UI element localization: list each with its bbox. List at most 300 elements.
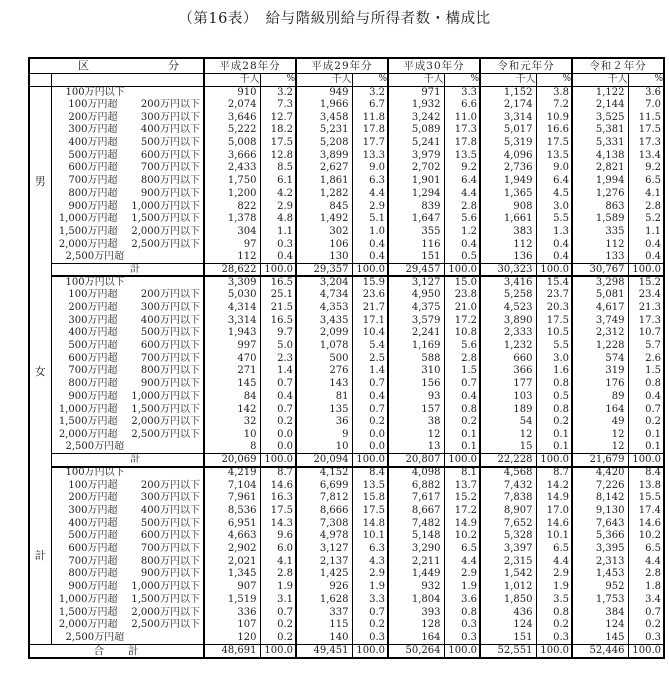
salary-range-high: 800万円以下 (140, 555, 200, 567)
unit-thousand-header: 千人 (572, 73, 628, 86)
value-thousand-cell: 2,702 (388, 162, 444, 175)
value-percent-cell: 0.8 (628, 378, 664, 391)
value-thousand-cell: 4,375 (388, 302, 444, 315)
salary-range-low: 200万円超 (68, 492, 118, 504)
value-percent-cell: 15.5 (628, 492, 664, 505)
salary-bracket-cell (51, 124, 204, 137)
value-percent-cell: 3.0 (536, 352, 572, 365)
salary-bracket-cell (51, 137, 204, 150)
value-percent-cell: 8.5 (260, 162, 296, 175)
value-percent-cell: 9.2 (628, 162, 664, 175)
value-percent-cell: 0.0 (352, 441, 388, 454)
group-label-cell: 男 (34, 174, 46, 188)
salary-bracket-cell (51, 302, 204, 315)
value-thousand-cell: 366 (480, 365, 536, 378)
value-percent-cell: 1.9 (444, 581, 480, 594)
value-thousand-cell: 1,152 (480, 86, 536, 99)
salary-bracket-label (52, 151, 204, 161)
salary-bracket-label (52, 531, 204, 541)
salary-bracket-label (52, 227, 204, 237)
year-header: 令和２年分 (572, 58, 664, 73)
salary-bracket-label (52, 620, 204, 630)
value-thousand-cell: 124 (572, 619, 628, 632)
value-thousand-cell: 3,416 (480, 276, 536, 289)
unit-thousand-header: 千人 (204, 73, 260, 86)
salary-bracket-cell (51, 441, 204, 454)
value-percent-cell: 100.0 (444, 644, 480, 658)
value-percent-cell: 6.3 (352, 543, 388, 556)
value-percent-cell: 21.0 (444, 302, 480, 315)
salary-range-low: 900万円超 (68, 581, 118, 593)
value-thousand-cell: 143 (296, 378, 352, 391)
value-thousand-cell: 276 (296, 365, 352, 378)
value-thousand-cell: 3,458 (296, 111, 352, 124)
value-percent-cell: 17.8 (352, 124, 388, 137)
value-percent-cell: 14.2 (536, 479, 572, 492)
value-percent-cell: 0.0 (260, 429, 296, 442)
year-header: 平成30年分 (388, 58, 480, 73)
value-percent-cell: 3.3 (444, 86, 480, 99)
value-thousand-cell: 1,850 (480, 594, 536, 607)
salary-range-high: 2,500万円以下 (131, 238, 200, 250)
salary-bracket-cell (51, 99, 204, 112)
table-row (29, 467, 664, 480)
value-thousand-cell: 8,142 (572, 492, 628, 505)
value-thousand-cell: 355 (388, 226, 444, 239)
value-thousand-cell: 1,519 (204, 594, 260, 607)
value-percent-cell: 3.4 (628, 594, 664, 607)
value-thousand-cell: 8,907 (480, 505, 536, 518)
salary-bracket-cell (51, 568, 204, 581)
table-row (29, 619, 664, 632)
value-percent-cell: 8.1 (444, 467, 480, 480)
value-thousand-cell: 103 (480, 391, 536, 404)
value-thousand-cell: 910 (204, 86, 260, 99)
value-thousand-cell: 7,226 (572, 479, 628, 492)
salary-range-high: 400万円以下 (140, 314, 200, 326)
value-thousand-cell: 7,617 (388, 492, 444, 505)
unit-percent-header: % (444, 73, 480, 86)
salary-range-high: 1,000万円以下 (131, 581, 200, 593)
value-percent-cell: 17.5 (352, 505, 388, 518)
value-percent-cell: 100.0 (352, 264, 388, 277)
value-thousand-cell: 588 (388, 352, 444, 365)
value-percent-cell: 6.0 (260, 543, 296, 556)
value-thousand-cell: 4,314 (204, 302, 260, 315)
table-row (29, 594, 664, 607)
table-row (29, 188, 664, 201)
salary-range-low: 300万円超 (68, 124, 118, 136)
value-thousand-cell: 5,319 (480, 137, 536, 150)
value-percent-cell: 100.0 (260, 264, 296, 277)
salary-bracket-cell (51, 403, 204, 416)
salary-range-high: 700万円以下 (140, 162, 200, 174)
value-thousand-cell: 574 (572, 352, 628, 365)
value-thousand-cell: 310 (388, 365, 444, 378)
value-percent-cell: 6.1 (260, 175, 296, 188)
kubun-left-char: 区 (78, 59, 89, 73)
value-percent-cell: 4.1 (628, 188, 664, 201)
value-percent-cell: 2.6 (628, 352, 664, 365)
value-percent-cell: 0.2 (260, 416, 296, 429)
unit-header-row (29, 73, 664, 86)
value-percent-cell: 1.6 (536, 365, 572, 378)
salary-bracket-label (52, 125, 204, 135)
salary-bracket-cell (51, 555, 204, 568)
table-row (29, 352, 664, 365)
value-thousand-cell: 1,661 (480, 213, 536, 226)
value-percent-cell: 17.5 (536, 137, 572, 150)
table-row (29, 302, 664, 315)
salary-bracket-label (52, 595, 204, 605)
value-percent-cell: 14.6 (260, 479, 296, 492)
value-percent-cell: 14.8 (352, 517, 388, 530)
value-percent-cell: 12.7 (260, 111, 296, 124)
salary-bracket-cell (51, 86, 204, 99)
salary-bracket-label (52, 481, 204, 491)
value-thousand-cell: 128 (388, 619, 444, 632)
value-thousand-cell: 15 (480, 441, 536, 454)
value-thousand-cell: 4,950 (388, 289, 444, 302)
group-label-cell: 女 (34, 364, 46, 378)
value-percent-cell: 100.0 (352, 644, 388, 658)
value-percent-cell: 15.9 (352, 276, 388, 289)
salary-bracket-label (52, 240, 204, 250)
value-thousand-cell: 52,446 (572, 644, 628, 658)
salary-bracket-cell (51, 492, 204, 505)
value-percent-cell: 17.3 (628, 137, 664, 150)
salary-range-low: 300万円超 (68, 314, 118, 326)
value-percent-cell: 0.1 (444, 429, 480, 442)
table-row (29, 416, 664, 429)
salary-bracket-cell (51, 175, 204, 188)
value-thousand-cell: 22,228 (480, 454, 536, 467)
unit-percent-header: % (536, 73, 572, 86)
salary-bracket-cell (51, 505, 204, 518)
value-thousand-cell: 6,882 (388, 479, 444, 492)
salary-range-low: 500万円超 (68, 340, 118, 352)
group-label-cell: 計 (34, 548, 46, 562)
value-percent-cell: 3.1 (260, 594, 296, 607)
value-percent-cell: 0.1 (536, 429, 572, 442)
value-thousand-cell: 2,902 (204, 543, 260, 556)
value-thousand-cell: 5,148 (388, 530, 444, 543)
value-thousand-cell: 5,208 (296, 137, 352, 150)
salary-range-low: 500万円超 (68, 530, 118, 542)
salary-range-low: 100万円以下 (65, 467, 125, 479)
value-thousand-cell: 1,994 (572, 175, 628, 188)
salary-bracket-label (52, 214, 204, 224)
value-percent-cell: 10.1 (536, 530, 572, 543)
value-percent-cell: 23.7 (536, 289, 572, 302)
kubun-right-char: 分 (168, 59, 179, 73)
value-thousand-cell: 20,094 (296, 454, 352, 467)
value-thousand-cell: 54 (480, 416, 536, 429)
value-thousand-cell: 2,313 (572, 555, 628, 568)
table-row (29, 314, 664, 327)
value-percent-cell: 1.5 (444, 365, 480, 378)
value-percent-cell: 1.8 (628, 581, 664, 594)
value-thousand-cell: 3,290 (388, 543, 444, 556)
value-percent-cell: 0.3 (352, 632, 388, 645)
salary-range-high: 2,000万円以下 (131, 606, 200, 618)
value-percent-cell: 6.7 (352, 99, 388, 112)
value-thousand-cell: 5,331 (572, 137, 628, 150)
value-percent-cell: 18.2 (260, 124, 296, 137)
unit-percent-header: % (628, 73, 664, 86)
value-thousand-cell: 7,432 (480, 479, 536, 492)
salary-bracket-label (52, 633, 204, 643)
table-row (29, 162, 664, 175)
value-thousand-cell: 8,666 (296, 505, 352, 518)
value-thousand-cell: 1,753 (572, 594, 628, 607)
value-percent-cell: 1.1 (260, 226, 296, 239)
table-row (29, 86, 664, 99)
value-thousand-cell: 1,932 (388, 99, 444, 112)
salary-bracket-label (52, 417, 204, 427)
salary-range-high: 400万円以下 (140, 505, 200, 517)
subtotal-row (29, 454, 664, 467)
value-percent-cell: 5.2 (628, 213, 664, 226)
value-thousand-cell: 907 (204, 581, 260, 594)
table-row (29, 543, 664, 556)
kubun-label (30, 60, 203, 71)
value-thousand-cell: 337 (296, 606, 352, 619)
value-thousand-cell: 4,523 (480, 302, 536, 315)
value-percent-cell: 2.5 (352, 352, 388, 365)
value-thousand-cell: 1,750 (204, 175, 260, 188)
salary-range-high: 1,000万円以下 (131, 200, 200, 212)
value-percent-cell: 3.0 (536, 200, 572, 213)
value-percent-cell: 0.8 (444, 403, 480, 416)
value-percent-cell: 8.4 (628, 467, 664, 480)
value-thousand-cell: 49 (572, 416, 628, 429)
value-percent-cell: 5.1 (352, 213, 388, 226)
value-percent-cell: 1.9 (536, 581, 572, 594)
value-percent-cell: 2.9 (536, 568, 572, 581)
table-row (29, 403, 664, 416)
table-row (29, 137, 664, 150)
value-percent-cell: 10.9 (536, 111, 572, 124)
value-thousand-cell: 151 (388, 251, 444, 264)
value-thousand-cell: 7,482 (388, 517, 444, 530)
value-thousand-cell: 470 (204, 352, 260, 365)
salary-bracket-label (52, 138, 204, 148)
value-thousand-cell: 3,127 (388, 276, 444, 289)
salary-range-high: 900万円以下 (140, 187, 200, 199)
value-percent-cell: 0.7 (260, 378, 296, 391)
value-percent-cell: 23.6 (352, 289, 388, 302)
salary-bracket-label (52, 303, 204, 313)
value-percent-cell: 5.5 (536, 340, 572, 353)
value-percent-cell: 1.0 (352, 226, 388, 239)
table-row (29, 149, 664, 162)
value-thousand-cell: 1,861 (296, 175, 352, 188)
salary-bracket-label (52, 557, 204, 567)
value-thousand-cell: 5,222 (204, 124, 260, 137)
salary-range-low: 2,500万円超 (65, 251, 125, 263)
value-percent-cell: 0.7 (352, 606, 388, 619)
value-thousand-cell: 28,622 (204, 264, 260, 277)
bracket-column-spacer (51, 73, 204, 86)
value-percent-cell: 17.2 (444, 505, 480, 518)
value-percent-cell: 10.5 (536, 327, 572, 340)
value-thousand-cell: 1,200 (204, 188, 260, 201)
value-thousand-cell: 2,021 (204, 555, 260, 568)
table-header (29, 58, 664, 86)
value-thousand-cell: 12 (480, 429, 536, 442)
value-thousand-cell: 38 (388, 416, 444, 429)
page-title: （第16表） 給与階級別給与所得者数・構成比 (178, 11, 491, 27)
salary-range-low: 2,500万円超 (65, 631, 125, 643)
value-percent-cell: 4.4 (444, 188, 480, 201)
value-thousand-cell: 2,821 (572, 162, 628, 175)
value-percent-cell: 17.5 (260, 137, 296, 150)
salary-bracket-cell (51, 289, 204, 302)
value-thousand-cell: 1,365 (480, 188, 536, 201)
value-percent-cell: 17.3 (444, 124, 480, 137)
unit-thousand-header: 千人 (388, 73, 444, 86)
value-thousand-cell: 5,081 (572, 289, 628, 302)
value-percent-cell: 100.0 (536, 454, 572, 467)
value-thousand-cell: 7,961 (204, 492, 260, 505)
salary-bracket-label (52, 316, 204, 326)
value-percent-cell: 9.0 (352, 162, 388, 175)
value-thousand-cell: 84 (204, 391, 260, 404)
value-thousand-cell: 3,749 (572, 314, 628, 327)
value-thousand-cell: 5,089 (388, 124, 444, 137)
value-thousand-cell: 52,551 (480, 644, 536, 658)
value-thousand-cell: 3,242 (388, 111, 444, 124)
subtotal-label-cell: 計 (51, 264, 204, 277)
salary-bracket-label (52, 442, 204, 452)
salary-bracket-cell (51, 149, 204, 162)
value-percent-cell: 0.2 (628, 619, 664, 632)
salary-range-high: 600万円以下 (140, 340, 200, 352)
value-percent-cell: 1.1 (628, 226, 664, 239)
value-percent-cell: 17.0 (536, 505, 572, 518)
salary-range-high: 400万円以下 (140, 124, 200, 136)
value-percent-cell: 0.1 (536, 441, 572, 454)
value-thousand-cell: 4,734 (296, 289, 352, 302)
value-thousand-cell: 926 (296, 581, 352, 594)
salary-range-high: 600万円以下 (140, 149, 200, 161)
value-percent-cell: 7.2 (536, 99, 572, 112)
salary-bracket-cell (51, 517, 204, 530)
salary-bracket-label (52, 202, 204, 212)
salary-range-low: 500万円超 (68, 149, 118, 161)
value-percent-cell: 10.4 (352, 327, 388, 340)
value-percent-cell: 2.8 (260, 568, 296, 581)
value-thousand-cell: 3,890 (480, 314, 536, 327)
salary-bracket-cell (51, 581, 204, 594)
value-thousand-cell: 845 (296, 200, 352, 213)
value-thousand-cell: 3,646 (204, 111, 260, 124)
grand-total-row (29, 644, 664, 658)
salary-bracket-label (52, 608, 204, 618)
table-row (29, 365, 664, 378)
salary-bracket-label (52, 113, 204, 123)
value-thousand-cell: 7,104 (204, 479, 260, 492)
value-percent-cell: 3.2 (260, 86, 296, 99)
salary-range-high: 900万円以下 (140, 378, 200, 390)
value-thousand-cell: 115 (296, 619, 352, 632)
salary-bracket-cell (51, 251, 204, 264)
value-percent-cell: 14.6 (536, 517, 572, 530)
value-thousand-cell: 10 (296, 441, 352, 454)
value-thousand-cell: 7,652 (480, 517, 536, 530)
value-percent-cell: 21.3 (628, 302, 664, 315)
grand-total-label-cell: 合 計 (29, 644, 204, 658)
value-thousand-cell: 1,232 (480, 340, 536, 353)
value-thousand-cell: 3,525 (572, 111, 628, 124)
salary-bracket-cell (51, 606, 204, 619)
salary-bracket-label (52, 582, 204, 592)
value-percent-cell: 0.4 (628, 391, 664, 404)
value-thousand-cell: 136 (480, 251, 536, 264)
table-row (29, 213, 664, 226)
salary-bracket-label (52, 328, 204, 338)
value-thousand-cell: 3,397 (480, 543, 536, 556)
salary-range-low: 2,000万円超 (58, 428, 118, 440)
value-percent-cell: 5.7 (628, 340, 664, 353)
salary-range-low: 800万円超 (68, 378, 118, 390)
value-percent-cell: 6.5 (628, 175, 664, 188)
salary-bracket-label (52, 468, 204, 478)
value-thousand-cell: 20,069 (204, 454, 260, 467)
value-percent-cell: 14.3 (260, 517, 296, 530)
value-thousand-cell: 271 (204, 365, 260, 378)
salary-range-low: 1,500万円超 (58, 416, 118, 428)
salary-range-high: 500万円以下 (140, 517, 200, 529)
salary-bracket-label (52, 290, 204, 300)
value-percent-cell: 0.7 (352, 403, 388, 416)
salary-bracket-cell (51, 467, 204, 480)
value-thousand-cell: 151 (480, 632, 536, 645)
value-percent-cell: 21.7 (352, 302, 388, 315)
value-percent-cell: 0.3 (628, 632, 664, 645)
value-percent-cell: 17.5 (260, 505, 296, 518)
value-thousand-cell: 2,433 (204, 162, 260, 175)
value-percent-cell: 6.5 (536, 543, 572, 556)
value-thousand-cell: 97 (204, 238, 260, 251)
value-percent-cell: 2.8 (628, 200, 664, 213)
value-percent-cell: 4.1 (260, 555, 296, 568)
value-percent-cell: 6.5 (628, 543, 664, 556)
value-percent-cell: 100.0 (536, 644, 572, 658)
table-row (29, 479, 664, 492)
value-percent-cell: 3.6 (444, 594, 480, 607)
table-row (29, 175, 664, 188)
salary-bracket-label (52, 544, 204, 554)
value-percent-cell: 0.2 (536, 416, 572, 429)
value-percent-cell: 0.8 (536, 403, 572, 416)
value-percent-cell: 0.4 (352, 238, 388, 251)
value-percent-cell: 0.7 (260, 403, 296, 416)
value-thousand-cell: 176 (572, 378, 628, 391)
value-percent-cell: 14.9 (536, 492, 572, 505)
salary-range-low: 2,000万円超 (58, 238, 118, 250)
value-percent-cell: 2.3 (260, 352, 296, 365)
salary-bracket-cell (51, 327, 204, 340)
value-percent-cell: 9.7 (260, 327, 296, 340)
value-percent-cell: 16.5 (260, 314, 296, 327)
salary-bracket-cell (51, 391, 204, 404)
salary-range-low: 200万円超 (68, 302, 118, 314)
salary-range-low: 900万円超 (68, 200, 118, 212)
salary-bracket-cell (51, 213, 204, 226)
value-percent-cell: 5.6 (444, 340, 480, 353)
